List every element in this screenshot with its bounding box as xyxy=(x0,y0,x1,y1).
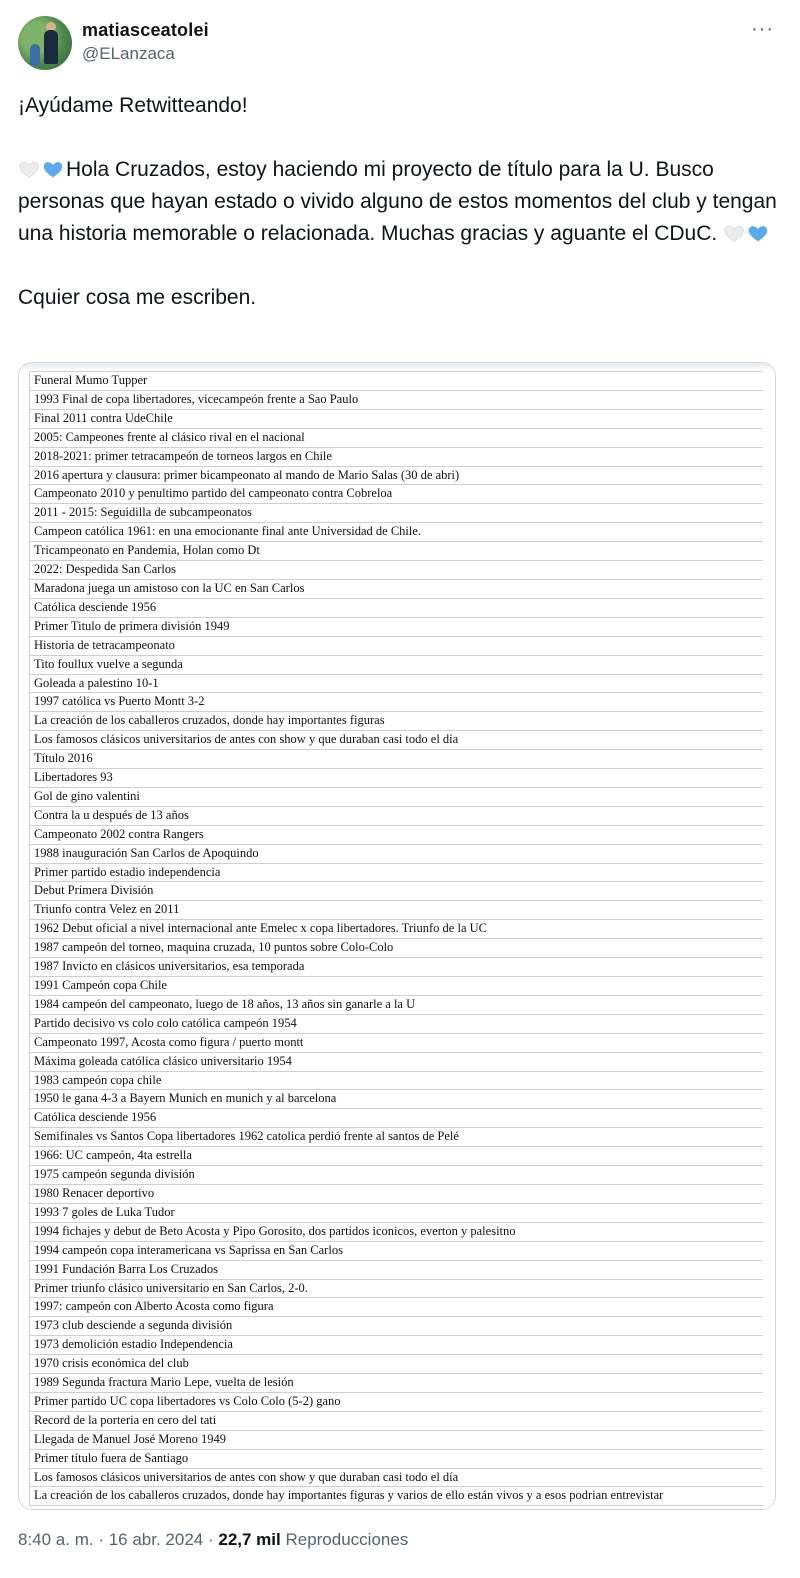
table-cell: Funeral Mumo Tupper xyxy=(30,372,764,391)
table-cell: Los famosos clásicos universitarios de antes con show y que duraban casi todo el día xyxy=(30,1468,764,1487)
table-row xyxy=(30,1222,764,1241)
table-cell: 1993 7 goles de Luka Tudor xyxy=(30,1203,764,1222)
table-cell: 1973 club desciende a segunda división xyxy=(30,1317,764,1336)
attached-image[interactable] xyxy=(18,362,776,1510)
table-cell: 1987 Invicto en clásicos universitarios, esa temporada xyxy=(30,958,764,977)
table-cell: Gol de gino valentini xyxy=(30,787,764,806)
table-row xyxy=(30,1071,764,1090)
table-row xyxy=(30,863,764,882)
table-cell: Tito foullux vuelve a segunda xyxy=(30,655,764,674)
tweet-body-paragraph xyxy=(18,154,782,250)
table-row xyxy=(30,504,764,523)
table-cell: 1997 católica vs Puerto Montt 3-2 xyxy=(30,693,764,712)
tweet-line-1: ¡Ayúdame Retwitteando! xyxy=(18,94,248,117)
table-cell: Católica desciende 1956 xyxy=(30,1109,764,1128)
table-row xyxy=(30,1430,764,1449)
table-cell: Primer partido estadio independencia xyxy=(30,863,764,882)
table-cell: 1988 inauguración San Carlos de Apoquindo xyxy=(30,844,764,863)
table-row xyxy=(30,674,764,693)
table-cell: Primer título fuera de Santiago xyxy=(30,1449,764,1468)
table-row xyxy=(30,1052,764,1071)
tweet-header xyxy=(18,16,782,72)
user-name[interactable]: matiasceatolei xyxy=(82,20,209,40)
table-cell: Campeonato 2002 contra Rangers xyxy=(30,825,764,844)
separator: · xyxy=(203,1530,219,1549)
table-row xyxy=(30,939,764,958)
white-heart-icon xyxy=(723,222,745,244)
table-row xyxy=(30,523,764,542)
table-row xyxy=(30,542,764,561)
table-row xyxy=(30,1033,764,1052)
table-row xyxy=(30,806,764,825)
table-row xyxy=(30,750,764,769)
table-row xyxy=(30,825,764,844)
table-cell: Los famosos clásicos universitarios de antes con show y que duraban casi todo el día xyxy=(30,731,764,750)
separator: · xyxy=(93,1530,109,1549)
table-cell: 1994 campeón copa interamericana vs Saprissa en San Carlos xyxy=(30,1241,764,1260)
tweet-body: Hola Cruzados, estoy haciendo mi proyecto de título para la U. Busco personas que hayan estado o vivido alguno de estos momentos del club y tengan una historia memorable o relacionada. Muchas gracias y aguante el CDuC. xyxy=(18,158,777,245)
table-row xyxy=(30,1090,764,1109)
table-cell: 1984 campeón del campeonato, luego de 18 años, 13 años sin ganarle a la U xyxy=(30,995,764,1014)
table-cell: Final 2011 contra UdeChile xyxy=(30,409,764,428)
white-heart-icon xyxy=(18,158,40,180)
table-cell: 2018-2021: primer tetracampeón de torneos largos en Chile xyxy=(30,447,764,466)
table-row xyxy=(30,485,764,504)
table-cell: Semifinales vs Santos Copa libertadores 1962 catolica perdió frente al santos de Pelé xyxy=(30,1128,764,1147)
table-cell: 1950 le gana 4-3 a Bayern Munich en munich y al barcelona xyxy=(30,1090,764,1109)
table-cell: Católica desciende 1956 xyxy=(30,598,764,617)
blue-heart-icon xyxy=(747,222,769,244)
table-cell: Primer partido UC copa libertadores vs Colo Colo (5-2) gano xyxy=(30,1392,764,1411)
table-cell: 1997: campeón con Alberto Acosta como figura xyxy=(30,1298,764,1317)
table-row xyxy=(30,617,764,636)
views-label: Reproducciones xyxy=(280,1530,409,1549)
table-cell: 2005: Campeones frente al clásico rival en el nacional xyxy=(30,428,764,447)
table-row xyxy=(30,372,764,391)
table-cell: Campeon católica 1961: en una emocionante final ante Universidad de Chile. xyxy=(30,523,764,542)
avatar[interactable] xyxy=(18,16,72,70)
table-cell: Triunfo contra Velez en 2011 xyxy=(30,901,764,920)
table-row xyxy=(30,1241,764,1260)
table-row xyxy=(30,1298,764,1317)
table-cell: Goleada a palestino 10-1 xyxy=(30,674,764,693)
table-row xyxy=(30,1128,764,1147)
table-row xyxy=(30,1147,764,1166)
table-row xyxy=(30,1374,764,1393)
table-row xyxy=(30,447,764,466)
table-row xyxy=(30,693,764,712)
moments-table xyxy=(29,371,763,1506)
table-cell: Record de la porteria en cero del tati xyxy=(30,1411,764,1430)
table-cell: 1991 Fundación Barra Los Cruzados xyxy=(30,1260,764,1279)
user-handle[interactable]: @ELanzaca xyxy=(82,44,175,63)
table-cell: 1962 Debut oficial a nivel internacional ante Emelec x copa libertadores. Triunfo de la UC xyxy=(30,920,764,939)
tweet-meta xyxy=(18,1530,408,1550)
table-row xyxy=(30,920,764,939)
table-row xyxy=(30,1317,764,1336)
table-row xyxy=(30,1411,764,1430)
table-row xyxy=(30,655,764,674)
table-cell: 1987 campeón del torneo, maquina cruzada, 10 puntos sobre Colo-Colo xyxy=(30,939,764,958)
tweet-text xyxy=(18,90,782,314)
table-cell: 2011 - 2015: Seguidilla de subcampeonatos xyxy=(30,504,764,523)
table-cell: Campeonato 1997, Acosta como figura / puerto montt xyxy=(30,1033,764,1052)
table-row xyxy=(30,1109,764,1128)
table-cell: 1966: UC campeón, 4ta estrella xyxy=(30,1147,764,1166)
tweet-time[interactable]: 8:40 a. m. xyxy=(18,1530,94,1549)
table-row xyxy=(30,390,764,409)
table-row xyxy=(30,1166,764,1185)
table-cell: 1980 Renacer deportivo xyxy=(30,1184,764,1203)
table-cell: Libertadores 93 xyxy=(30,769,764,788)
blue-heart-icon xyxy=(42,158,64,180)
table-cell: 1983 campeón copa chile xyxy=(30,1071,764,1090)
table-row xyxy=(30,731,764,750)
table-cell: Tricampeonato en Pandemia, Holan como Dt xyxy=(30,542,764,561)
table-row xyxy=(30,1279,764,1298)
table-row xyxy=(30,787,764,806)
table-row xyxy=(30,579,764,598)
table-cell: Primer Titulo de primera división 1949 xyxy=(30,617,764,636)
table-cell: Máxima goleada católica clásico universitario 1954 xyxy=(30,1052,764,1071)
table-cell: Debut Primera División xyxy=(30,882,764,901)
table-row xyxy=(30,1449,764,1468)
table-row xyxy=(30,977,764,996)
table-row xyxy=(30,1203,764,1222)
table-row xyxy=(30,1392,764,1411)
table-cell: 1994 fichajes y debut de Beto Acosta y Pipo Gorosito, dos partidos iconicos, everton y palesitno xyxy=(30,1222,764,1241)
table-cell: 1993 Final de copa libertadores, vicecampeón frente a Sao Paulo xyxy=(30,390,764,409)
table-cell: 2022: Despedida San Carlos xyxy=(30,561,764,580)
table-cell: Maradona juega un amistoso con la UC en San Carlos xyxy=(30,579,764,598)
view-count: 22,7 mil xyxy=(218,1530,281,1549)
table-cell: La creación de los caballeros cruzados, donde hay importantes figuras xyxy=(30,712,764,731)
table-cell: Partido decisivo vs colo colo católica campeón 1954 xyxy=(30,1014,764,1033)
table-row xyxy=(30,1014,764,1033)
table-cell: Llegada de Manuel José Moreno 1949 xyxy=(30,1430,764,1449)
table-cell: Contra la u después de 13 años xyxy=(30,806,764,825)
table-row xyxy=(30,901,764,920)
table-row xyxy=(30,1184,764,1203)
table-cell: 1975 campeón segunda división xyxy=(30,1166,764,1185)
table-row xyxy=(30,882,764,901)
table-row xyxy=(30,1487,764,1506)
table-row xyxy=(30,428,764,447)
table-row xyxy=(30,995,764,1014)
tweet-date[interactable]: 16 abr. 2024 xyxy=(108,1530,204,1549)
table-row xyxy=(30,1260,764,1279)
table-row xyxy=(30,712,764,731)
table-row xyxy=(30,844,764,863)
table-cell: Campeonato 2010 y penultimo partido del campeonato contra Cobreloa xyxy=(30,485,764,504)
table-cell: 1973 demolición estadio Independencia xyxy=(30,1336,764,1355)
table-row xyxy=(30,561,764,580)
table-cell: 1991 Campeón copa Chile xyxy=(30,977,764,996)
table-row xyxy=(30,598,764,617)
table-cell: Primer triunfo clásico universitario en San Carlos, 2-0. xyxy=(30,1279,764,1298)
table-row xyxy=(30,1355,764,1374)
table-row xyxy=(30,1468,764,1487)
table-cell: Título 2016 xyxy=(30,750,764,769)
table-row xyxy=(30,1336,764,1355)
table-row xyxy=(30,958,764,977)
table-cell: La creación de los caballeros cruzados, donde hay importantes figuras y varios de ello están vivos y a esos podrian entrevistar xyxy=(30,1487,764,1506)
table-row xyxy=(30,636,764,655)
table-row xyxy=(30,769,764,788)
more-icon[interactable]: ··· xyxy=(751,18,774,40)
tweet-line-3: Cquier cosa me escriben. xyxy=(18,286,257,309)
table-cell: 2016 apertura y clausura: primer bicampeonato al mando de Mario Salas (30 de abri) xyxy=(30,466,764,485)
table-cell: Historia de tetracampeonato xyxy=(30,636,764,655)
table-row xyxy=(30,466,764,485)
table-cell: 1970 crisis económica del club xyxy=(30,1355,764,1374)
table-row xyxy=(30,409,764,428)
table-cell: 1989 Segunda fractura Mario Lepe, vuelta de lesión xyxy=(30,1374,764,1393)
